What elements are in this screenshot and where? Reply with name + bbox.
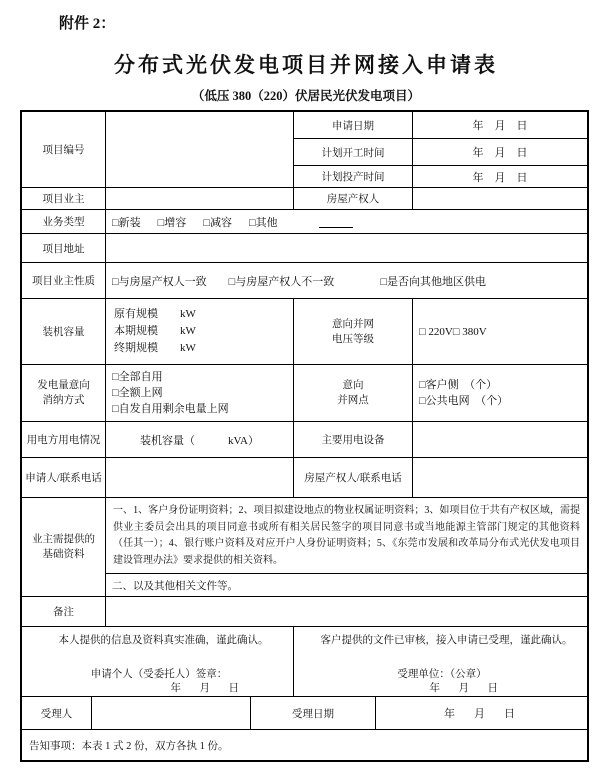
checkbox-not-same-as-house-owner[interactable]: □与房屋产权人不一致 [228,275,335,288]
checkbox-public-grid[interactable]: □公共电网 （个） [419,395,509,407]
plan-production-label: 计划投产时间 [294,166,413,188]
apply-date-value[interactable]: 年 月 日 [413,112,587,139]
connection-point-label-line2: 并网点 [337,395,369,406]
checkbox-all-self-use[interactable]: □全部自用 [112,371,163,383]
connection-point-label [294,365,413,422]
project-number-label: 项目编号 [22,112,106,188]
main-equipment-label: 主要用电设备 [294,422,413,458]
consumption-mode-label [22,365,106,422]
materials-text-1: 一、1、客户身份证明资料；2、项目拟建设地点的物业权属证明资料；3、如项目位于共有产权区域，需提供业主委员会出具的项目同意书或所有相关居民签字的项目同意书或当地能源主管部门规定的其他资料（任其一）；4、银行账户资料及对应开户人身份证明资料；5、《东莞市发展和改革局分布式光伏发电项目建设管理办法》要求提供的相关资料。 [106,498,587,574]
project-owner-row [22,188,587,210]
project-number-row [22,112,587,188]
materials-label [22,498,106,597]
project-owner-label: 项目业主 [22,188,106,210]
acceptance-date-label: 受理日期 [251,697,376,730]
contacts-row [22,458,587,498]
plan-production-row [294,166,587,188]
project-number-value-cell[interactable] [106,112,294,188]
remarks-row [22,597,587,627]
notice-text: 告知事项：本表 1 式 2 份，双方各执 1 份。 [29,740,229,752]
other-blank-line[interactable] [319,215,353,228]
materials-label-line2: 基础资料 [42,549,85,560]
checkbox-capacity-decrease[interactable]: □减容 [203,216,232,229]
plan-start-label: 计划开工时间 [294,139,413,166]
project-address-label: 项目地址 [22,234,106,263]
installed-capacity-values-cell[interactable] [106,299,294,365]
consumption-label-line1: 发电量意向 [37,380,90,391]
power-usage-row [22,422,587,458]
attachment-label: 附件 2： [59,16,116,32]
business-type-row [22,210,587,234]
checkbox-full-grid[interactable]: □全额上网 [112,387,163,399]
applicant-signature-date: 年 月 日 [170,683,243,694]
checkbox-self-use-surplus-grid[interactable]: □自发自用剩余电量上网 [112,403,229,415]
checkbox-customer-side[interactable]: □客户侧 （个） [419,379,498,391]
apply-date-row [294,112,587,139]
house-owner-value-cell[interactable] [413,188,587,210]
house-owner-phone-value-cell[interactable] [413,458,587,498]
voltage-label-line2: 电压等级 [332,333,374,345]
project-address-row [22,234,587,263]
applicant-confirmation-statement: 本人提供的信息及资料真实准确，谨此确认。 [58,635,269,646]
acceptance-unit-label: 受理单位：（公章） [397,669,487,680]
materials-row [22,498,587,597]
materials-text-2: 二、以及其他相关文件等。 [106,574,587,597]
power-usage-capacity-cell[interactable]: 装机容量（ kVA） [106,422,294,458]
owner-nature-options-cell [106,263,587,299]
applicant-phone-value-cell[interactable] [106,458,294,498]
plan-production-value[interactable]: 年 月 日 [413,166,587,188]
checkbox-supply-other-areas[interactable]: □是否向其他地区供电 [380,275,486,288]
acceptor-row [22,697,587,730]
owner-nature-row [22,263,587,299]
notice-row [22,730,587,760]
acceptor-label: 受理人 [22,697,92,730]
acceptance-date-value[interactable]: 年 月 日 [376,697,587,730]
voltage-label-line1: 意向并网 [332,318,374,330]
voltage-level-label [294,299,413,365]
checkbox-capacity-increase[interactable]: □增容 [157,216,187,229]
plan-start-value[interactable]: 年 月 日 [413,139,587,166]
capacity-final-scale: 终期规模 kW [114,342,196,354]
materials-content-group [106,498,587,597]
remarks-value-cell[interactable] [106,597,587,627]
voltage-options-cell [413,299,587,365]
page-subtitle: （低压 380（220）伏居民光伏发电项目） [191,89,421,103]
date-fields-group [294,112,587,188]
apply-date-label: 申请日期 [294,112,413,139]
acceptance-unit-date: 年 月 日 [429,683,502,694]
applicant-phone-label: 申请人/联系电话 [22,458,106,498]
acceptor-value-cell[interactable] [92,697,251,730]
checkbox-new-install[interactable]: □新装 [112,216,141,229]
plan-start-row [294,139,587,166]
house-owner-phone-label: 房屋产权人/联系电话 [294,458,413,498]
checkbox-other[interactable]: □其他 [248,216,278,229]
project-address-value-cell[interactable] [106,234,587,263]
consumption-label-line2: 消纳方式 [42,395,85,406]
installed-capacity-label: 装机容量 [22,299,106,365]
applicant-confirmation-cell[interactable] [22,627,294,697]
checkbox-same-as-house-owner[interactable]: □与房屋产权人一致 [112,275,207,288]
project-owner-value-cell[interactable] [106,188,294,210]
capacity-current-scale: 本期规模 kW [114,325,196,337]
materials-label-line1: 业主需提供的 [32,534,95,545]
owner-nature-label: 项目业主性质 [22,263,106,299]
confirmation-row [22,627,587,697]
house-owner-label: 房屋产权人 [294,188,413,210]
remarks-label: 备注 [22,597,106,627]
acceptance-confirmation-cell[interactable] [294,627,587,697]
capacity-original-scale: 原有规模 kW [114,308,196,320]
checkbox-voltage-options[interactable]: □ 220V□ 380V [419,325,487,338]
acceptance-confirmation-statement: 客户提供的文件已审核，接入申请已受理，谨此确认。 [320,635,573,646]
connection-point-options-cell [413,365,587,422]
page-title: 分布式光伏发电项目并网接入申请表 [114,53,498,77]
installed-capacity-row [22,299,587,365]
consumption-options-cell [106,365,294,422]
business-type-options-cell [106,210,587,234]
power-usage-label: 用电方用电情况 [22,422,106,458]
consumption-mode-row [22,365,587,422]
application-form-table [20,110,589,762]
applicant-signature-label: 申请个人（受委托人）签章： [90,669,228,680]
main-equipment-value-cell[interactable] [413,422,587,458]
connection-point-label-line1: 意向 [342,380,364,391]
business-type-label: 业务类型 [22,210,106,234]
